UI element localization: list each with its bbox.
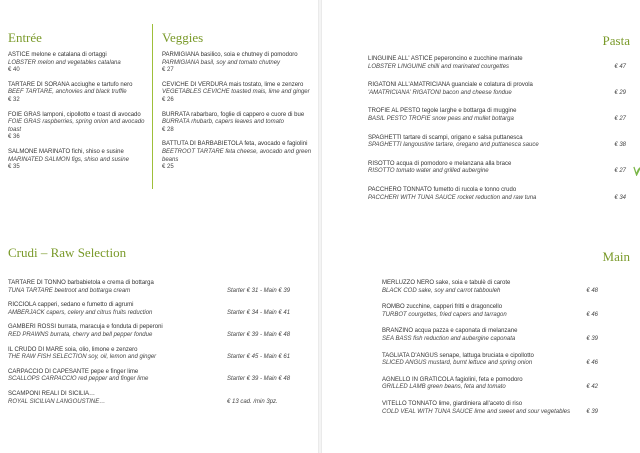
menu-item: LINGUINE ALL' ASTICE peperoncino e zucchine marinate LOBSTER LINGUINE chilli and marinated courgettes € 47 [368, 56, 626, 70]
veggies-list [162, 52, 312, 179]
section-title-pasta: Pasta [602, 33, 630, 48]
menu-item: PARMIGIANA basilico, soia e chutney di pomodoro PARMIGIANA basil, soy and tomato chutney € 27 [162, 52, 298, 74]
menu-item: FOIE GRAS lamponi, cipollotto e toast di avocado FOIE GRAS raspberries, spring onion and avocado toast € 36 [8, 111, 145, 141]
menu-item: SPAGHETTI tartare di scampi, origano e salsa puttanesca SPAGHETTI langoustine tartare, oregano and puttanesca sauce € 38 [368, 134, 626, 149]
pasta-list [368, 56, 626, 213]
menu-item: TROFIE AL PESTO tegole larghe e bottarga di muggine BASIL PESTO TROFIE snow peas and mullet bottarga € 27 [368, 108, 626, 122]
column-divider [152, 24, 153, 189]
vegetarian-leaf-icon [633, 165, 640, 176]
menu-item: RICCIOLA capperi, sedano e fumetto di agrumi AMBERJACK capers, celery and citrus fruits reduction Starter € 34 - Main € 41 [8, 302, 291, 316]
section-title-main: Main [602, 249, 630, 264]
menu-item: SALMONE MARINATO fichi, shiso e susine MARINATED SALMON figs, shiso and susine € 35 [8, 148, 129, 171]
left-page [0, 0, 318, 453]
section-title-veggies: Veggies [162, 30, 204, 45]
entree-list [8, 52, 150, 179]
menu-item: BURRATA rabarbaro, foglie di cappero e cuore di bue BURRATA rhubarb, capers leaves and tomato € 28 [162, 111, 305, 133]
right-page [322, 0, 640, 453]
menu-item: PACCHERO TONNATO fumetto di rucola e tonno crudo PACCHERI WITH TUNA SAUCE rocket reduction and raw tuna € 34 [368, 186, 626, 201]
menu-item: VITELLO TONNATO lime, giardiniera all'aceto di riso COLD VEAL WITH TUNA SAUCE lime and sweet and sour vegetables € 39 [382, 400, 598, 415]
menu-item: BRANZINO acqua pazza e caponata di melanzane SEA BASS fish reduction and aubergine caponata € 39 [382, 328, 598, 342]
menu-item: ROMBO zucchine, capperi fritti e dragoncello TURBOT courgettes, fried capers and tarragon € 46 [382, 304, 598, 318]
main-list [382, 280, 598, 425]
menu-item: MERLUZZO NERO sake, soia e tabulè di carote BLACK COD sake, soy and carrot tabbouleh € 48 [382, 280, 598, 294]
menu-item: BATTUTA DI BARBABIETOLA feta, avocado e fagiolini BEETROOT TARTARE feta cheese, avocado and green beans € 25 [162, 141, 312, 171]
menu-item: TAGLIATA D'ANGUS senape, lattuga bruciata e cipollotto SLICED ANGUS mustard, burnt lettuce and spring onion € 46 [382, 352, 598, 367]
crudi-list [8, 280, 314, 413]
menu-item: RIGATONI ALL'AMATRICIANA guanciale e colatura di provola 'AMATRICIANA' RIGATONI bacon and cheese fondue € 29 [368, 82, 626, 96]
menu-item: RISOTTO acqua di pomodoro e melanzana alla brace RISOTTO tomato water and grilled aubergine € 27 [368, 161, 626, 176]
menu-item: TARTARE DI SORANA acciughe e tartufo nero BEEF TARTARE, anchovies and black truffle € 32 [8, 81, 133, 103]
menu-item: CEVICHE DI VERDURA mais tostato, lime e zenzero VEGETABLES CEVICHE toasted mais, lime and ginger € 26 [162, 81, 310, 103]
menu-item: CARPACCIO DI CAPESANTE pepe e finger lime SCALLOPS CARPACCIO red pepper and finger lime Starter € 39 - Main € 48 [8, 368, 291, 383]
section-title-entree: Entrée [8, 30, 42, 45]
menu-item: TARTARE DI TONNO barbabietola e crema di bottarga TUNA TARTARE beetroot and bottarga cream Starter € 31 - Main € 39 [8, 280, 291, 294]
menu-item: SCAMPONI REALI DI SICILIA… ROYAL SICILIAN LANGOUSTINE… € 13 cad. /min 3pz. [8, 390, 278, 405]
menu-item: GAMBERI ROSSI burrata, maracuja e fonduta di peperoni RED PRAWNS burrata, cherry and bell pepper fondue Starter € 39 - Main € 48 [8, 324, 291, 338]
section-title-crudi: Crudi – Raw Selection [8, 245, 127, 260]
menu-item: ASTICE melone e catalana di ortaggi LOBSTER melon and vegetables catalana € 40 [8, 52, 121, 74]
menu-item: IL CRUDO DI MARE soia, olio, limone e zenzero THE RAW FISH SELECTION soy, oil, lemon and ginger Starter € 45 - Main € 61 [8, 346, 291, 361]
menu-item: AGNELLO IN GRATICOLA fagiolini, feta e pomodoro GRILLED LAMB green beans, feta and tomato € 42 [382, 376, 598, 391]
